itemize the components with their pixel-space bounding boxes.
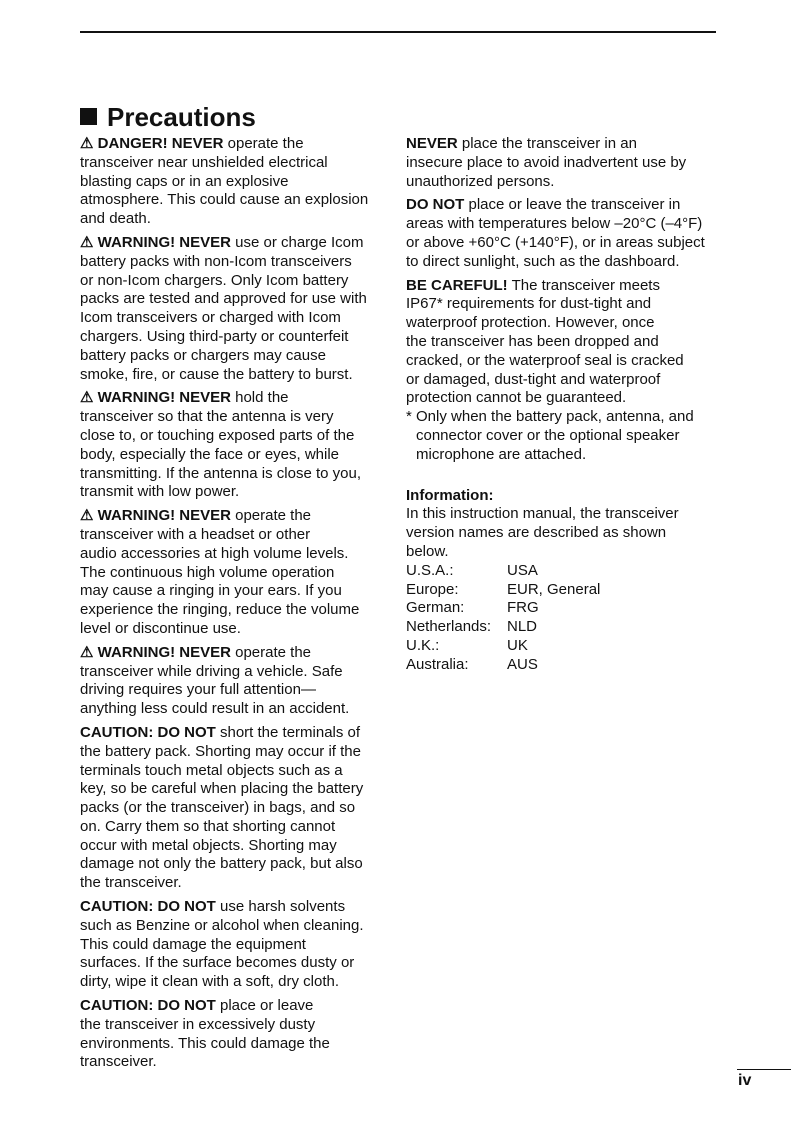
precaution-caution-solvents: CAUTION: DO NOT use harsh solvents such as Benzine or alcohol when cleaning. This could damage the equipment surfaces. If the surface becomes dusty or dirty, wipe it clean with a soft, dry cloth.: [80, 898, 364, 991]
top-rule: [80, 31, 716, 33]
information-heading: Information:: [406, 486, 494, 504]
version-row: Netherlands: NLD: [406, 618, 538, 636]
version-table: [406, 562, 724, 675]
precaution-warning-antenna: ⚠ WARNING! NEVER hold the transceiver so that the antenna is very close to, or touching exposed parts of the body, especially the face or eyes, while transmitting. If the antenna is close to you, transmit with low power.: [80, 389, 361, 501]
precaution-caution-terminals: CAUTION: DO NOT short the terminals of the battery pack. Shorting may occur if the terminals touch metal objects such as a key, so be careful when placing the battery packs (or the transceiver) in bags, and so on. Carry them so that shorting cannot occur with metal objects. Shorting may damage not only the battery pack, but also the transceiver.: [80, 723, 364, 892]
precaution-warning-volume: ⚠ WARNING! NEVER operate the transceiver with a headset or other audio accessories at high volume levels. The continuous high volume operation may cause a ringing in your ears. If you experience the ringing, reduce the volume level or discontinue use.: [80, 507, 360, 637]
footer-rule: [737, 1069, 791, 1070]
precaution-caution-dust: CAUTION: DO NOT place or leave the transceiver in excessively dusty environments. This could damage the transceiver.: [80, 997, 330, 1071]
version-row: German: FRG: [406, 599, 539, 617]
square-bullet-icon: [80, 108, 97, 125]
left-column: [80, 135, 392, 1077]
page-number: iv: [738, 1072, 752, 1089]
section-heading: [80, 102, 256, 132]
version-row: Europe: EUR, General: [406, 580, 601, 598]
version-row: U.S.A.: USA: [406, 561, 538, 579]
version-row: U.K.: UK: [406, 636, 528, 654]
precaution-temperature: DO NOT place or leave the transceiver in areas with temperatures below –20°C (–4°F) or above +60°C (+140°F), or in areas subject to direct sunlight, such as the dashboard.: [406, 196, 705, 270]
precaution-waterproof: BE CAREFUL! The transceiver meets IP67* requirements for dust-tight and waterproof protection. However, once the transceiver has been dropped and cracked, or the waterproof seal is cracked or damaged, dust-tight and waterproof protection cannot be guaranteed.: [406, 276, 684, 407]
version-row: Australia: AUS: [406, 655, 538, 673]
precaution-danger-blasting: ⚠ DANGER! NEVER operate the transceiver near unshielded electrical blasting caps or in an explosive atmosphere. This could cause an explosion and death.: [80, 135, 369, 228]
precaution-warning-driving: ⚠ WARNING! NEVER operate the transceiver while driving a vehicle. Safe driving requires your full attention— anything less could result in an accident.: [80, 643, 350, 718]
information-body: In this instruction manual, the transceiver version names are described as shown below.: [406, 505, 679, 560]
right-column: [406, 135, 724, 675]
precaution-warning-battery: ⚠ WARNING! NEVER use or charge Icom battery packs with non-Icom transceivers or non-Icom chargers. Only Icom battery packs are tested and approved for use with Icom transceivers or charged with Icom chargers. Using third-party or counterfeit battery packs or chargers may cause smoke, fire, or cause the battery to burst.: [80, 233, 367, 383]
section-title: Precautions: [107, 102, 256, 132]
footnote-ip67: * Only when the battery pack, antenna, and connector cover or the optional speaker microphone are attached.: [406, 408, 694, 463]
precaution-never-insecure: NEVER place the transceiver in an insecure place to avoid inadvertent use by unauthorized persons.: [406, 135, 687, 190]
